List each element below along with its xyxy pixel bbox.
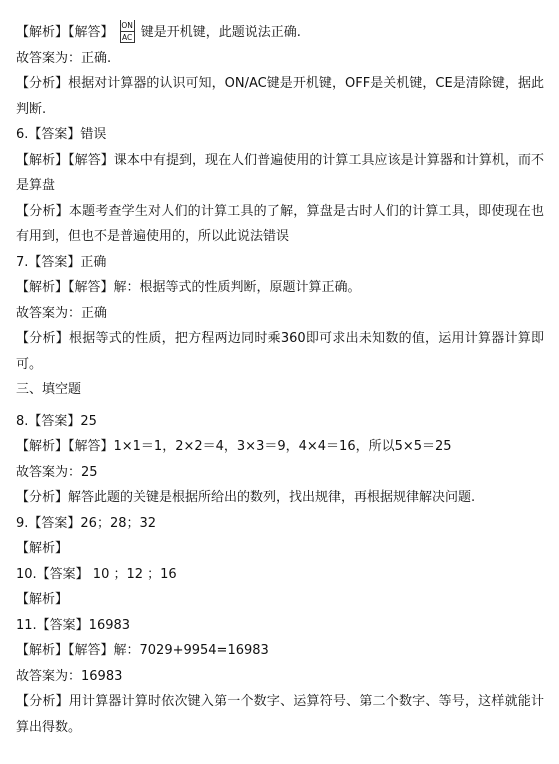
q9-answer: 9.【答案】26；28；32 (16, 515, 157, 531)
q11-answer: 11.【答案】16983 (16, 617, 131, 633)
q5-solution-prefix: 【解析】【解答】 (16, 25, 114, 40)
q10-solution: 【解析】 (16, 592, 69, 607)
q11-solution: 【解析】【解答】解：7029+9954=16983 (16, 643, 269, 658)
q6-answer: 6.【答案】错误 (16, 127, 107, 142)
q5-solution-suffix: 键是开机键，此题说法正确. (140, 25, 301, 40)
q9-solution: 【解析】 (16, 541, 69, 556)
on-ac-key-icon (120, 20, 135, 43)
key-label-ac: AC (122, 32, 133, 42)
q8-answer: 8.【答案】25 (16, 413, 97, 429)
q8-result: 故答案为：25 (16, 464, 98, 480)
q8-analysis: 【分析】解答此题的关键是根据所给出的数列，找出规律，再根据规律解决问题. (16, 490, 476, 505)
section-heading-fill-in: 三、填空题 (16, 382, 82, 397)
q5-result: 故答案为：正确. (16, 50, 112, 66)
q7-solution: 【解析】【解答】解：根据等式的性质判断，原题计算正确。 (16, 280, 361, 295)
q5-analysis: 【分析】根据对计算器的认识可知，ON/AC键是开机键，OFF是关机键，CE是清除键，据此判断. (16, 76, 544, 117)
q8-solution: 【解析】【解答】1×1＝1，2×2＝4，3×3＝9，4×4＝16，所以5×5＝25 (16, 439, 452, 454)
q5-solution-line (16, 20, 544, 46)
q7-result: 故答案为：正确 (16, 305, 108, 321)
q7-analysis: 【分析】根据等式的性质，把方程两边同时乘360即可求出未知数的值，运用计算器计算即可。 (16, 331, 544, 372)
q6-analysis: 【分析】本题考查学生对人们的计算工具的了解，算盘是古时人们的计算工具，即使现在也有用到，但也不是普遍使用的，所以此说法错误 (16, 203, 544, 244)
q6-solution: 【解析】【解答】课本中有提到，现在人们普遍使用的计算工具应该是计算器和计算机，而不是算盘 (16, 152, 544, 193)
answer-document (16, 20, 544, 740)
q11-result: 故答案为：16983 (16, 668, 123, 684)
key-label-on: ON (121, 20, 133, 30)
q11-analysis: 【分析】用计算器计算时依次键入第一个数字、运算符号、第二个数字、等号，这样就能计算出得数。 (16, 694, 544, 735)
q10-answer: 10.【答案】 10 ；12 ；16 (16, 566, 177, 582)
q7-answer: 7.【答案】正确 (16, 254, 107, 270)
